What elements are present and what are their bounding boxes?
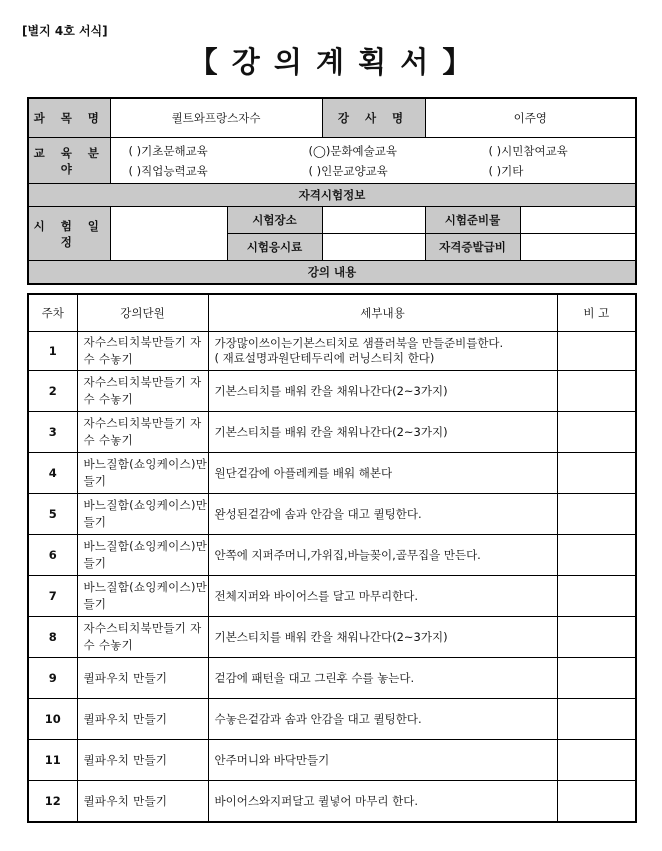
table-row [28, 371, 636, 412]
cert-section-title: 자격시험정보 [28, 184, 636, 207]
unit-header: 강의단원 [77, 294, 208, 332]
unit-title: 바느질함(쇼잉케이스)만들기 [77, 535, 208, 576]
note-cell [557, 781, 636, 823]
table-row [28, 781, 636, 823]
unit-title: 퀼파우치 만들기 [77, 781, 208, 823]
category-option[interactable]: ( )시민참여교육 [488, 143, 568, 158]
content-section-title: 강의 내용 [28, 261, 636, 285]
week-number: 9 [28, 658, 77, 699]
week-number: 3 [28, 412, 77, 453]
detail-text: 기본스티치를 배워 칸을 채워나간다(2~3가지) [208, 412, 557, 453]
instructor-value: 이주영 [425, 98, 636, 138]
note-cell [557, 658, 636, 699]
table-row [28, 740, 636, 781]
unit-title: 자수스티치북만들기 자수 수놓기 [77, 332, 208, 371]
unit-title: 바느질함(쇼잉케이스)만들기 [77, 494, 208, 535]
exam-prep-value[interactable] [520, 207, 636, 234]
exam-prep-label: 시험준비물 [425, 207, 520, 234]
week-number: 6 [28, 535, 77, 576]
note-cell [557, 535, 636, 576]
note-cell [557, 412, 636, 453]
week-number: 7 [28, 576, 77, 617]
detail-text [208, 332, 557, 371]
note-cell [557, 494, 636, 535]
table-row [28, 412, 636, 453]
note-cell [557, 371, 636, 412]
course-plan-table [27, 293, 637, 823]
category-option[interactable]: ( )직업능력교육 [128, 163, 208, 178]
week-header: 주차 [28, 294, 77, 332]
table-row [28, 699, 636, 740]
note-cell [557, 699, 636, 740]
note-cell [557, 740, 636, 781]
unit-title: 자수스티치북만들기 자수 수놓기 [77, 617, 208, 658]
category-option[interactable]: ( )기초문해교육 [128, 143, 208, 158]
category-option[interactable]: ( )인문교양교육 [308, 163, 388, 178]
detail-text: 전체지퍼와 바이어스를 달고 마무리한다. [208, 576, 557, 617]
exam-fee-label: 시험응시료 [227, 234, 322, 261]
category-option[interactable]: ( )기타 [488, 163, 524, 178]
unit-title: 바느질함(쇼잉케이스)만들기 [77, 453, 208, 494]
category-options [110, 138, 636, 184]
unit-title: 퀼파우치 만들기 [77, 740, 208, 781]
detail-text: 기본스티치를 배워 칸을 채워나간다(2~3가지) [208, 617, 557, 658]
table-row [28, 658, 636, 699]
detail-text: 원단겉감에 아플레케를 배워 해본다 [208, 453, 557, 494]
detail-text: 안주머니와 바닥만들기 [208, 740, 557, 781]
unit-title: 바느질함(쇼잉케이스)만들기 [77, 576, 208, 617]
table-row [28, 617, 636, 658]
week-number: 2 [28, 371, 77, 412]
detail-text: 겉감에 패턴을 대고 그린후 수를 놓는다. [208, 658, 557, 699]
note-cell [557, 576, 636, 617]
note-cell [557, 453, 636, 494]
week-number: 5 [28, 494, 77, 535]
week-number: 12 [28, 781, 77, 823]
document-title: 【 강 의 계 획 서 】 [188, 45, 474, 79]
unit-title: 자수스티치북만들기 자수 수놓기 [77, 371, 208, 412]
category-label: 교 육 분 야 [28, 138, 110, 184]
exam-place-label: 시험장소 [227, 207, 322, 234]
detail-text: 기본스티치를 배워 칸을 채워나간다(2~3가지) [208, 371, 557, 412]
instructor-label: 강 사 명 [322, 98, 425, 138]
exam-place-value[interactable] [322, 207, 425, 234]
week-number: 4 [28, 453, 77, 494]
table-row [28, 576, 636, 617]
exam-fee-value[interactable] [322, 234, 425, 261]
week-number: 11 [28, 740, 77, 781]
week-number: 1 [28, 332, 77, 371]
note-header: 비 고 [557, 294, 636, 332]
form-number: [별지 4호 서식] [22, 24, 108, 38]
detail-text: 완성된겉감에 솜과 안감을 대고 퀼팅한다. [208, 494, 557, 535]
cert-fee-value[interactable] [520, 234, 636, 261]
table-row [28, 453, 636, 494]
unit-title: 퀼파우치 만들기 [77, 699, 208, 740]
detail-line: 가장많이쓰이는기본스티치로 샘플러북을 만들준비를한다. [214, 336, 504, 350]
exam-date-label: 시 험 일 정 [28, 207, 110, 261]
category-option[interactable]: (◯)문화예술교육 [308, 143, 397, 158]
detail-text: 수놓은겉감과 솜과 안감을 대고 퀼팅한다. [208, 699, 557, 740]
week-number: 10 [28, 699, 77, 740]
table-row [28, 332, 636, 371]
detail-text: 안쪽에 지퍼주머니,가위집,바늘꽂이,골무집을 만든다. [208, 535, 557, 576]
course-info-table [27, 97, 637, 285]
detail-line: ( 재료설명과원단테두리에 러닝스티치 한다) [214, 351, 435, 365]
table-row [28, 494, 636, 535]
detail-text: 바이어스와지퍼달고 퀼넣어 마무리 한다. [208, 781, 557, 823]
unit-title: 자수스티치북만들기 자수 수놓기 [77, 412, 208, 453]
week-number: 8 [28, 617, 77, 658]
subject-value: 퀼트와프랑스자수 [110, 98, 322, 138]
exam-date-value[interactable] [110, 207, 227, 261]
unit-title: 퀼파우치 만들기 [77, 658, 208, 699]
detail-header: 세부내용 [208, 294, 557, 332]
note-cell [557, 332, 636, 371]
subject-label: 과 목 명 [28, 98, 110, 138]
table-row [28, 535, 636, 576]
note-cell [557, 617, 636, 658]
cert-fee-label: 자격증발급비 [425, 234, 520, 261]
